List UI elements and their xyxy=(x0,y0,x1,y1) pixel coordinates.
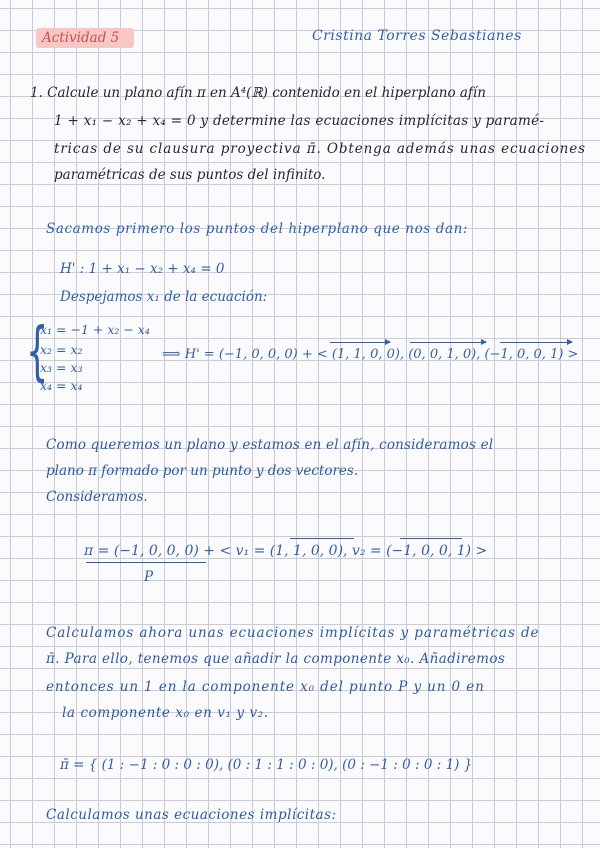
problem-line-3: tricas de su clausura proyectiva π̄. Obtenga además unas ecuaciones xyxy=(54,141,586,157)
point-label: P xyxy=(144,569,154,585)
plane-text-3: Consideramos. xyxy=(46,489,148,505)
activity-badge-label: Actividad 5 xyxy=(42,30,120,46)
vector-bar-1 xyxy=(290,538,354,539)
vector-arrow-1 xyxy=(330,342,390,343)
hyperplane-parametric: ⟹ H' = (−1, 0, 0, 0) + < (1, 1, 0, 0), (0, 0, 1, 0), (−1, 0, 0, 1) > xyxy=(162,347,579,362)
vector-bar-2 xyxy=(400,538,462,539)
closure-text-4: la componente x₀ en v₁ y v₂. xyxy=(62,705,269,721)
vector-arrow-3 xyxy=(500,342,572,343)
hyperplane-equation: H' : 1 + x₁ − x₂ + x₄ = 0 xyxy=(60,261,225,277)
system-eq-4: x₄ = x₄ xyxy=(40,378,83,393)
vector-arrow-2 xyxy=(410,342,486,343)
problem-line-2: 1 + x₁ − x₂ + x₄ = 0 y determine las ecuaciones implícitas y paramé- xyxy=(54,113,545,129)
closure-text-1: Calculamos ahora unas ecuaciones implícitas y paramétricas de xyxy=(46,625,540,641)
plane-text-1: Como queremos un plano y estamos en el afín, consideramos el xyxy=(46,437,494,453)
solve-step: Despejamos x₁ de la ecuación: xyxy=(60,289,268,305)
plane-text-2: plano π formado por un punto y dos vectores. xyxy=(46,463,359,479)
system-brace: { xyxy=(26,315,49,389)
system-eq-1: x₁ = −1 + x₂ − x₄ xyxy=(40,322,150,337)
problem-line-1: 1. Calcule un plano afín π en A⁴(ℝ) contenido en el hiperplano afín xyxy=(30,85,486,101)
system-eq-3: x₃ = x₃ xyxy=(40,360,83,375)
implicit-intro: Calculamos unas ecuaciones implícitas: xyxy=(46,807,337,823)
closure-generators: π̄ = { (1 : −1 : 0 : 0 : 0), (0 : 1 : 1 : 0 : 0), (0 : −1 : 0 : 0 : 1) } xyxy=(60,757,473,773)
system-eq-2: x₂ = x₂ xyxy=(40,342,83,357)
activity-badge xyxy=(36,28,134,48)
plane-equation: π = (−1, 0, 0, 0) + < v₁ = (1, 1, 0, 0), v₂ = (−1, 0, 0, 1) > xyxy=(84,543,488,559)
closure-text-2: π̄. Para ello, tenemos que añadir la componente x₀. Añadiremos xyxy=(46,651,506,667)
closure-text-3: entonces un 1 en la componente x₀ del punto P y un 0 en xyxy=(46,679,485,695)
point-brace xyxy=(86,562,206,563)
problem-line-4: paramétricas de sus puntos del infinito. xyxy=(54,167,326,183)
solution-intro: Sacamos primero los puntos del hiperplano que nos dan: xyxy=(46,221,469,237)
author-name: Cristina Torres Sebastianes xyxy=(312,28,522,44)
